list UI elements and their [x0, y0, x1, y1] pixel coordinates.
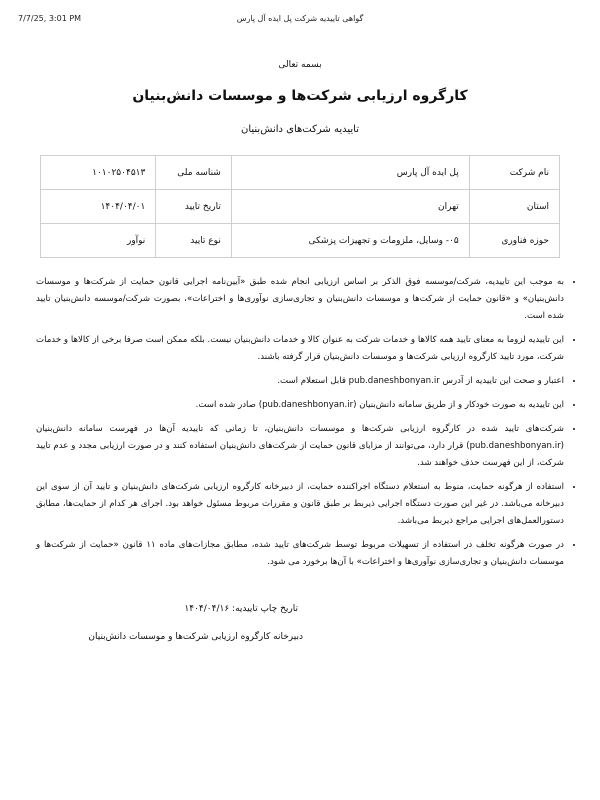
approval-type-label: نوع تایید [156, 224, 232, 258]
table-row [41, 190, 560, 224]
terms-list [36, 274, 578, 578]
footer-office: دبیرخانه کارگروه ارزیابی شرکت‌ها و موسسات دانش‌بنیان [88, 632, 303, 642]
list-item: • به موجب این تاییدیه، شرکت/موسسه فوق الذکر بر اساس ارزیابی انجام شده طبق «آیین‌نامه اجرایی قانون حمایت از شرکت‌ها و موسسات دانش‌بنیان» و «قانون حمایت از شرکت‌ها و موسسات دانش‌بنیان و تجاری‌سازی نوآوری‌ها و اختراعات»، بصورت شرکت/موسسه دانش‌بنیان تایید شده است. [36, 274, 564, 325]
approval-date-value: ۱۴۰۴/۰۴/۰۱ [41, 190, 156, 224]
province-label: استان [469, 190, 559, 224]
tech-field-label: حوزه فناوری [469, 224, 559, 258]
print-datetime: 7/7/25, 3:01 PM [18, 14, 82, 23]
approval-date-label: تاریخ تایید [156, 190, 232, 224]
tech-field-value: ۰۵- وسایل، ملزومات و تجهیزات پزشکی [231, 224, 469, 258]
table-row [41, 156, 560, 190]
browser-print-header [0, 14, 600, 28]
basmala-heading: بسمه تعالی [278, 60, 322, 70]
company-info-table [40, 155, 560, 258]
print-date: تاریخ چاپ تاییدیه: ۱۴۰۴/۰۴/۱۶ [184, 604, 298, 614]
list-item: • در صورت هرگونه تخلف در استفاده از تسهیلات مربوط توسط شرکت‌های تایید شده، مطابق مجازات‌های ماده ۱۱ قانون «حمایت از شرکت‌ها و موسسات دانش‌بنیان و تجاری‌سازی نوآوری‌ها و اختراعات» با آن‌ها برخورد می شود. [36, 537, 564, 571]
company-name-value: پل ایده آل پارس [231, 156, 469, 190]
national-id-value: ۱۰۱۰۲۵۰۴۵۱۳ [41, 156, 156, 190]
list-item: • استفاده از هرگونه حمایت، منوط به استعلام دستگاه اجراکننده حمایت، از دبیرخانه کارگروه ارزیابی شرکت‌های دانش‌بنیان و تایید آن از سوی این دبیرخانه می‌باشد. در غیر این صورت دستگاه اجرایی ذیربط بر طبق قانون و مقررات مربوط مسئول خواهد بود. اجرای هر کدام از حمایت‌ها، مطابق دستورالعمل‌های اجرایی مراجع ذیربط می‌باشد. [36, 479, 564, 530]
national-id-label: شناسه ملی [156, 156, 232, 190]
approval-type-value: نوآور [41, 224, 156, 258]
table-row [41, 224, 560, 258]
print-page-title: گواهی تاییدیه شرکت پل ایده آل پارس [236, 14, 364, 23]
list-item: • این تاییدیه به صورت خودکار و از طریق سامانه دانش‌بنیان (pub.daneshbonyan.ir) صادر شده است. [36, 397, 564, 414]
province-value: تهران [231, 190, 469, 224]
list-item: • این تاییدیه لزوما به معنای تایید همه کالاها و خدمات شرکت به عنوان کالا و خدمات دانش‌بنیان نیست. بلکه ممکن است صرفا برخی از کالاها و خدمات شرکت، مورد تایید کارگروه ارزیابی شرکت‌ها و موسسات دانش‌بنیان قرار گرفته باشند. [36, 332, 564, 366]
company-name-label: نام شرکت [469, 156, 559, 190]
page-title: کارگروه ارزیابی شرکت‌ها و موسسات دانش‌بنیان [132, 88, 468, 104]
page-subtitle: تاییدیه شرکت‌های دانش‌بنیان [241, 124, 359, 135]
list-item: • اعتبار و صحت این تاییدیه از آدرس pub.daneshbonyan.ir قابل استعلام است. [36, 373, 564, 390]
list-item: • شرکت‌های تایید شده در کارگروه ارزیابی شرکت‌ها و موسسات دانش‌بنیان، تا زمانی که تاییدیه آن‌ها در فهرست سامانه دانش‌بنیان (pub.daneshbonyan.ir) قرار دارد، می‌توانند از مزایای قانون حمایت از شرکت‌های دانش‌بنیان استفاده کنند و در صورت ارزیابی مجدد و عدم تایید شرکت، از این فهرست حذف خواهند شد. [36, 421, 564, 472]
